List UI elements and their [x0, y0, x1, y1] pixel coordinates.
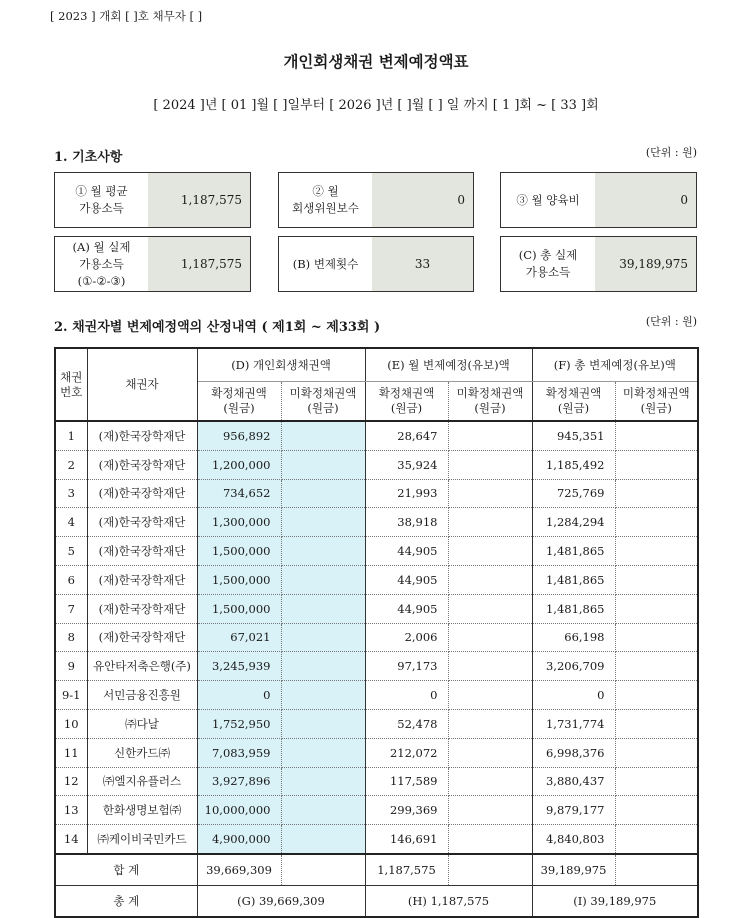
sum-label: 합 계 [55, 854, 197, 886]
row-d-unconfirmed [281, 594, 365, 623]
row-f-confirmed: 3,206,709 [532, 652, 615, 681]
row-e-unconfirmed [448, 479, 532, 508]
row-number: 11 [55, 738, 87, 767]
row-d-confirmed: 7,083,959 [197, 738, 281, 767]
row-number: 12 [55, 767, 87, 796]
row-creditor: ㈜엘지유플러스 [87, 767, 197, 796]
row-f-confirmed: 4,840,803 [532, 825, 615, 854]
section-basics-title: 1. 기초사항 [54, 150, 123, 165]
grand-total-row [55, 885, 698, 917]
row-d-confirmed: 1,752,950 [197, 709, 281, 738]
row-f-unconfirmed [615, 796, 698, 825]
row-d-confirmed: 1,200,000 [197, 450, 281, 479]
row-f-confirmed: 1,185,492 [532, 450, 615, 479]
row-d-unconfirmed [281, 738, 365, 767]
section-creditors-unit: (단위 : 원) [645, 315, 697, 328]
row-f-unconfirmed [615, 565, 698, 594]
repayment-table [54, 347, 699, 918]
row-d-confirmed: 1,500,000 [197, 537, 281, 566]
row-creditor: (재)한국장학재단 [87, 508, 197, 537]
table-row [55, 796, 698, 825]
row-number: 10 [55, 709, 87, 738]
row-d-confirmed: 3,927,896 [197, 767, 281, 796]
row-creditor: (재)한국장학재단 [87, 421, 197, 450]
row-e-confirmed: 44,905 [365, 594, 448, 623]
sum-e-unconfirmed [448, 854, 532, 886]
row-e-confirmed: 117,589 [365, 767, 448, 796]
table-row [55, 450, 698, 479]
row-e-confirmed: 212,072 [365, 738, 448, 767]
header-d-confirmed: 확정채권액 (원금) [197, 382, 281, 422]
row-f-confirmed: 3,880,437 [532, 767, 615, 796]
row-f-confirmed: 9,879,177 [532, 796, 615, 825]
row-d-confirmed: 67,021 [197, 623, 281, 652]
child-support-label: ③ 월 양육비 [501, 173, 595, 227]
actual-income-box [54, 236, 251, 292]
row-f-unconfirmed [615, 709, 698, 738]
row-e-unconfirmed [448, 796, 532, 825]
row-creditor: 신한카드㈜ [87, 738, 197, 767]
header-e-unconfirmed: 미확정채권액 (원금) [448, 382, 532, 422]
row-f-unconfirmed [615, 450, 698, 479]
row-e-unconfirmed [448, 450, 532, 479]
total-i: (I) 39,189,975 [573, 893, 657, 908]
row-d-unconfirmed [281, 537, 365, 566]
sum-f-confirmed: 39,189,975 [532, 854, 615, 886]
row-e-confirmed: 35,924 [365, 450, 448, 479]
trustee-fee-value: 0 [372, 173, 473, 227]
row-e-confirmed: 44,905 [365, 565, 448, 594]
row-creditor: (재)한국장학재단 [87, 479, 197, 508]
row-d-unconfirmed [281, 709, 365, 738]
actual-income-value: 1,187,575 [148, 237, 250, 291]
table-row [55, 537, 698, 566]
row-f-confirmed: 945,351 [532, 421, 615, 450]
row-d-unconfirmed [281, 508, 365, 537]
monthly-average-income-box [54, 172, 251, 228]
row-d-unconfirmed [281, 767, 365, 796]
row-d-confirmed: 4,900,000 [197, 825, 281, 854]
row-f-unconfirmed [615, 421, 698, 450]
table-row [55, 709, 698, 738]
repayment-period-line: [ 2024 ]년 [ 01 ]월 [ ]일부터 [ 2026 ]년 [ ]월 [ ] 일 까지 [ 1 ]회 ~ [ 33 ]회 [153, 98, 599, 113]
total-income-value: 39,189,975 [595, 237, 696, 291]
sum-row [55, 854, 698, 886]
row-creditor: (재)한국장학재단 [87, 565, 197, 594]
row-number: 14 [55, 825, 87, 854]
page-title: 개인회생채권 변제예정액표 [283, 52, 469, 71]
repayment-count-value: 33 [372, 237, 473, 291]
row-d-unconfirmed [281, 479, 365, 508]
row-e-unconfirmed [448, 594, 532, 623]
row-f-unconfirmed [615, 738, 698, 767]
total-h: (H) 1,187,575 [365, 885, 532, 917]
table-row [55, 681, 698, 710]
table-row [55, 508, 698, 537]
header-creditor: 채권자 [87, 348, 197, 421]
row-d-unconfirmed [281, 681, 365, 710]
row-e-confirmed: 21,993 [365, 479, 448, 508]
table-row [55, 652, 698, 681]
row-f-confirmed: 725,769 [532, 479, 615, 508]
row-creditor: (재)한국장학재단 [87, 594, 197, 623]
row-e-confirmed: 44,905 [365, 537, 448, 566]
sum-d-confirmed: 39,669,309 [197, 854, 281, 886]
row-e-unconfirmed [448, 508, 532, 537]
row-number: 5 [55, 537, 87, 566]
row-creditor: 서민금융진흥원 [87, 681, 197, 710]
row-number: 3 [55, 479, 87, 508]
row-e-confirmed: 28,647 [365, 421, 448, 450]
row-e-unconfirmed [448, 652, 532, 681]
child-support-box [500, 172, 697, 228]
row-e-confirmed: 52,478 [365, 709, 448, 738]
row-d-unconfirmed [281, 450, 365, 479]
total-g: (G) 39,669,309 [197, 885, 365, 917]
repayment-count-label: (B) 변제횟수 [279, 237, 372, 291]
header-e-monthly-repayment: (E) 월 변제예정(유보)액 [365, 348, 532, 382]
header-f-confirmed: 확정채권액 (원금) [532, 382, 615, 422]
row-creditor: (재)한국장학재단 [87, 537, 197, 566]
table-row [55, 767, 698, 796]
row-f-unconfirmed [615, 479, 698, 508]
row-d-unconfirmed [281, 652, 365, 681]
row-e-unconfirmed [448, 537, 532, 566]
row-creditor: (재)한국장학재단 [87, 623, 197, 652]
row-creditor: ㈜다날 [87, 709, 197, 738]
row-e-unconfirmed [448, 681, 532, 710]
row-e-confirmed: 146,691 [365, 825, 448, 854]
row-creditor: ㈜케이비국민카드 [87, 825, 197, 854]
header-d-claim-amount: (D) 개인회생채권액 [197, 348, 365, 382]
row-f-unconfirmed [615, 652, 698, 681]
row-d-confirmed: 3,245,939 [197, 652, 281, 681]
row-f-unconfirmed [615, 623, 698, 652]
section-basics-unit: (단위 : 원) [645, 146, 697, 159]
header-d-unconfirmed: 미확정채권액 (원금) [281, 382, 365, 422]
row-f-unconfirmed [615, 594, 698, 623]
trustee-fee-label: ② 월 회생위원보수 [279, 173, 372, 227]
row-creditor: 한화생명보험㈜ [87, 796, 197, 825]
row-number: 2 [55, 450, 87, 479]
table-row [55, 565, 698, 594]
row-f-confirmed: 1,731,774 [532, 709, 615, 738]
row-d-confirmed: 1,300,000 [197, 508, 281, 537]
row-d-unconfirmed [281, 565, 365, 594]
row-f-confirmed: 1,284,294 [532, 508, 615, 537]
row-number: 4 [55, 508, 87, 537]
table-row [55, 825, 698, 854]
row-number: 9-1 [55, 681, 87, 710]
row-f-unconfirmed [615, 537, 698, 566]
row-d-confirmed: 10,000,000 [197, 796, 281, 825]
child-support-value: 0 [595, 173, 696, 227]
table-row [55, 479, 698, 508]
row-number: 7 [55, 594, 87, 623]
row-e-confirmed: 299,369 [365, 796, 448, 825]
actual-income-label: (A) 월 실제 가용소득 (①-②-③) [55, 237, 148, 291]
row-f-confirmed: 1,481,865 [532, 594, 615, 623]
row-number: 9 [55, 652, 87, 681]
total-label: 총 계 [55, 885, 197, 917]
row-number: 8 [55, 623, 87, 652]
sum-d-unconfirmed [281, 854, 365, 886]
trustee-fee-box [278, 172, 474, 228]
section-creditors-title: 2. 채권자별 변제예정액의 산정내역 ( 제1회 ~ 제33회 ) [54, 320, 381, 335]
row-e-confirmed: 0 [365, 681, 448, 710]
row-e-unconfirmed [448, 738, 532, 767]
header-e-confirmed: 확정채권액 (원금) [365, 382, 448, 422]
repayment-count-box [278, 236, 474, 292]
row-d-confirmed: 1,500,000 [197, 594, 281, 623]
row-number: 13 [55, 796, 87, 825]
row-creditor: (재)한국장학재단 [87, 450, 197, 479]
row-f-confirmed: 6,998,376 [532, 738, 615, 767]
row-number: 6 [55, 565, 87, 594]
header-creditor-number: 채권 번호 [55, 348, 87, 421]
row-d-unconfirmed [281, 623, 365, 652]
row-d-confirmed: 956,892 [197, 421, 281, 450]
row-f-confirmed: 1,481,865 [532, 537, 615, 566]
row-d-confirmed: 0 [197, 681, 281, 710]
row-e-unconfirmed [448, 565, 532, 594]
sum-e-confirmed: 1,187,575 [365, 854, 448, 886]
row-f-unconfirmed [615, 681, 698, 710]
row-e-unconfirmed [448, 709, 532, 738]
row-f-confirmed: 66,198 [532, 623, 615, 652]
header-f-unconfirmed: 미확정채권액 (원금) [615, 382, 698, 422]
row-d-unconfirmed [281, 796, 365, 825]
monthly-average-income-value: 1,187,575 [148, 173, 250, 227]
row-number: 1 [55, 421, 87, 450]
row-f-confirmed: 0 [532, 681, 615, 710]
row-f-unconfirmed [615, 508, 698, 537]
table-row [55, 623, 698, 652]
row-d-unconfirmed [281, 421, 365, 450]
row-e-unconfirmed [448, 421, 532, 450]
header-f-total-repayment: (F) 총 변제예정(유보)액 [532, 348, 698, 382]
row-f-unconfirmed [615, 767, 698, 796]
row-d-unconfirmed [281, 825, 365, 854]
row-creditor: 유안타저축은행(주) [87, 652, 197, 681]
row-e-unconfirmed [448, 623, 532, 652]
row-e-confirmed: 2,006 [365, 623, 448, 652]
row-e-unconfirmed [448, 825, 532, 854]
row-e-confirmed: 97,173 [365, 652, 448, 681]
total-income-label: (C) 총 실제 가용소득 [501, 237, 595, 291]
total-income-box [500, 236, 697, 292]
row-d-confirmed: 734,652 [197, 479, 281, 508]
monthly-average-income-label: ① 월 평균 가용소득 [55, 173, 148, 227]
row-f-unconfirmed [615, 825, 698, 854]
row-e-confirmed: 38,918 [365, 508, 448, 537]
table-row [55, 421, 698, 450]
table-row [55, 594, 698, 623]
case-number-line: [ 2023 ] 개회 [ ]호 채무자 [ ] [50, 9, 203, 23]
sum-f-unconfirmed [615, 854, 698, 886]
table-row [55, 738, 698, 767]
row-f-confirmed: 1,481,865 [532, 565, 615, 594]
row-d-confirmed: 1,500,000 [197, 565, 281, 594]
row-e-unconfirmed [448, 767, 532, 796]
